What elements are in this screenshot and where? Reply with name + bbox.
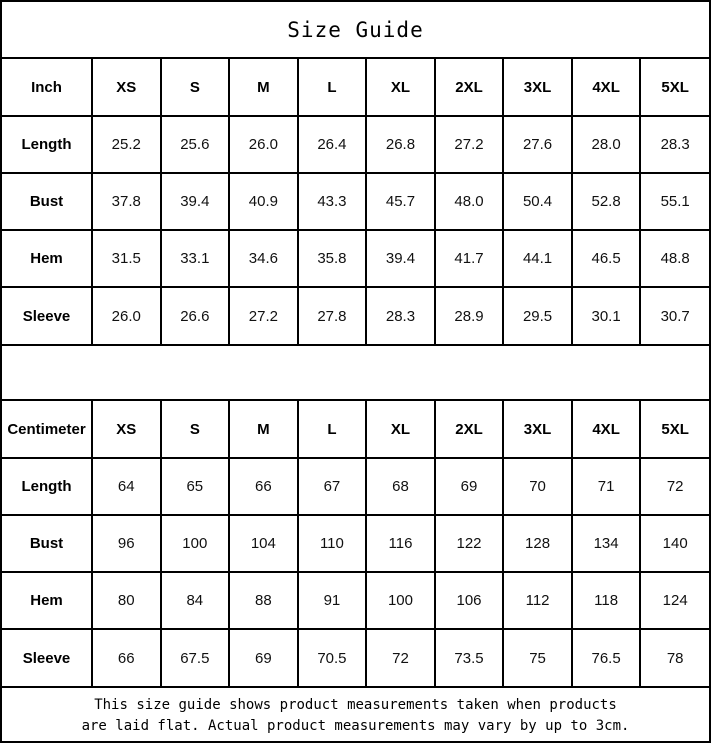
measurement-value: 33.1: [161, 230, 230, 287]
title-bar: [2, 2, 709, 59]
row-label: Bust: [2, 173, 92, 230]
measurement-value: 25.2: [92, 116, 161, 173]
size-header: 5XL: [640, 401, 709, 458]
size-header: 3XL: [503, 401, 572, 458]
measurement-row: [2, 572, 709, 629]
size-header: XS: [92, 59, 161, 116]
measurement-row: [2, 230, 709, 287]
size-header: S: [161, 59, 230, 116]
row-label: Hem: [2, 572, 92, 629]
measurement-value: 48.8: [640, 230, 709, 287]
measurement-value: 31.5: [92, 230, 161, 287]
measurement-value: 48.0: [435, 173, 504, 230]
size-header-row: [2, 401, 709, 458]
measurement-value: 84: [161, 572, 230, 629]
size-header: 3XL: [503, 59, 572, 116]
measurement-row: [2, 116, 709, 173]
measurement-row: [2, 287, 709, 344]
size-header: S: [161, 401, 230, 458]
measurement-value: 110: [298, 515, 367, 572]
measurement-value: 28.3: [640, 116, 709, 173]
size-header: M: [229, 401, 298, 458]
row-label: Length: [2, 116, 92, 173]
measurement-value: 26.0: [229, 116, 298, 173]
unit-label: Inch: [2, 59, 92, 116]
measurement-value: 67.5: [161, 629, 230, 686]
measurement-value: 67: [298, 458, 367, 515]
measurement-row: [2, 515, 709, 572]
measurement-value: 69: [435, 458, 504, 515]
measurement-value: 52.8: [572, 173, 641, 230]
measurement-value: 140: [640, 515, 709, 572]
row-label: Length: [2, 458, 92, 515]
measurement-value: 76.5: [572, 629, 641, 686]
measurement-value: 64: [92, 458, 161, 515]
measurement-value: 71: [572, 458, 641, 515]
measurement-value: 26.6: [161, 287, 230, 344]
measurement-row: [2, 458, 709, 515]
measurement-value: 91: [298, 572, 367, 629]
row-label: Bust: [2, 515, 92, 572]
size-header-row: [2, 59, 709, 116]
measurement-value: 28.3: [366, 287, 435, 344]
measurement-value: 28.9: [435, 287, 504, 344]
measurement-value: 96: [92, 515, 161, 572]
table-spacer: [2, 344, 709, 401]
measurement-value: 27.2: [435, 116, 504, 173]
measurement-value: 118: [572, 572, 641, 629]
measurement-value: 122: [435, 515, 504, 572]
measurement-value: 72: [366, 629, 435, 686]
measurement-value: 39.4: [366, 230, 435, 287]
measurement-row: [2, 173, 709, 230]
row-label: Sleeve: [2, 287, 92, 344]
size-header: 5XL: [640, 59, 709, 116]
measurement-value: 46.5: [572, 230, 641, 287]
measurement-value: 66: [229, 458, 298, 515]
measurement-value: 106: [435, 572, 504, 629]
measurement-value: 27.6: [503, 116, 572, 173]
measurement-value: 43.3: [298, 173, 367, 230]
centimeter-size-table: [2, 401, 709, 686]
measurement-value: 44.1: [503, 230, 572, 287]
measurement-value: 55.1: [640, 173, 709, 230]
measurement-row: [2, 629, 709, 686]
inch-size-table: [2, 59, 709, 344]
measurement-value: 68: [366, 458, 435, 515]
measurement-value: 27.8: [298, 287, 367, 344]
measurement-value: 104: [229, 515, 298, 572]
size-header: M: [229, 59, 298, 116]
measurement-value: 34.6: [229, 230, 298, 287]
measurement-value: 116: [366, 515, 435, 572]
size-header: XL: [366, 59, 435, 116]
measurement-value: 35.8: [298, 230, 367, 287]
size-header: L: [298, 59, 367, 116]
measurement-value: 26.8: [366, 116, 435, 173]
footer-note: [2, 686, 709, 743]
measurement-value: 88: [229, 572, 298, 629]
row-label: Sleeve: [2, 629, 92, 686]
measurement-value: 65: [161, 458, 230, 515]
measurement-value: 30.1: [572, 287, 641, 344]
size-header: 4XL: [572, 401, 641, 458]
measurement-value: 45.7: [366, 173, 435, 230]
size-header: XL: [366, 401, 435, 458]
measurement-value: 50.4: [503, 173, 572, 230]
measurement-value: 100: [161, 515, 230, 572]
unit-label: Centimeter: [2, 401, 92, 458]
footer-note-line1: This size guide shows product measurements taken when products: [94, 697, 617, 714]
measurement-value: 70.5: [298, 629, 367, 686]
measurement-value: 70: [503, 458, 572, 515]
measurement-value: 75: [503, 629, 572, 686]
size-header: 4XL: [572, 59, 641, 116]
footer-note-line2: are laid flat. Actual product measurements may vary by up to 3cm.: [81, 717, 630, 734]
measurement-value: 134: [572, 515, 641, 572]
measurement-value: 37.8: [92, 173, 161, 230]
measurement-value: 25.6: [161, 116, 230, 173]
size-header: 2XL: [435, 401, 504, 458]
measurement-value: 66: [92, 629, 161, 686]
measurement-value: 39.4: [161, 173, 230, 230]
measurement-value: 78: [640, 629, 709, 686]
size-header: XS: [92, 401, 161, 458]
measurement-value: 41.7: [435, 230, 504, 287]
measurement-value: 26.4: [298, 116, 367, 173]
measurement-value: 112: [503, 572, 572, 629]
size-header: L: [298, 401, 367, 458]
measurement-value: 69: [229, 629, 298, 686]
size-header: 2XL: [435, 59, 504, 116]
measurement-value: 29.5: [503, 287, 572, 344]
measurement-value: 28.0: [572, 116, 641, 173]
measurement-value: 40.9: [229, 173, 298, 230]
measurement-value: 26.0: [92, 287, 161, 344]
measurement-value: 72: [640, 458, 709, 515]
measurement-value: 80: [92, 572, 161, 629]
measurement-value: 27.2: [229, 287, 298, 344]
measurement-value: 73.5: [435, 629, 504, 686]
page-title: Size Guide: [287, 17, 424, 42]
measurement-value: 30.7: [640, 287, 709, 344]
measurement-value: 128: [503, 515, 572, 572]
measurement-value: 124: [640, 572, 709, 629]
measurement-value: 100: [366, 572, 435, 629]
row-label: Hem: [2, 230, 92, 287]
